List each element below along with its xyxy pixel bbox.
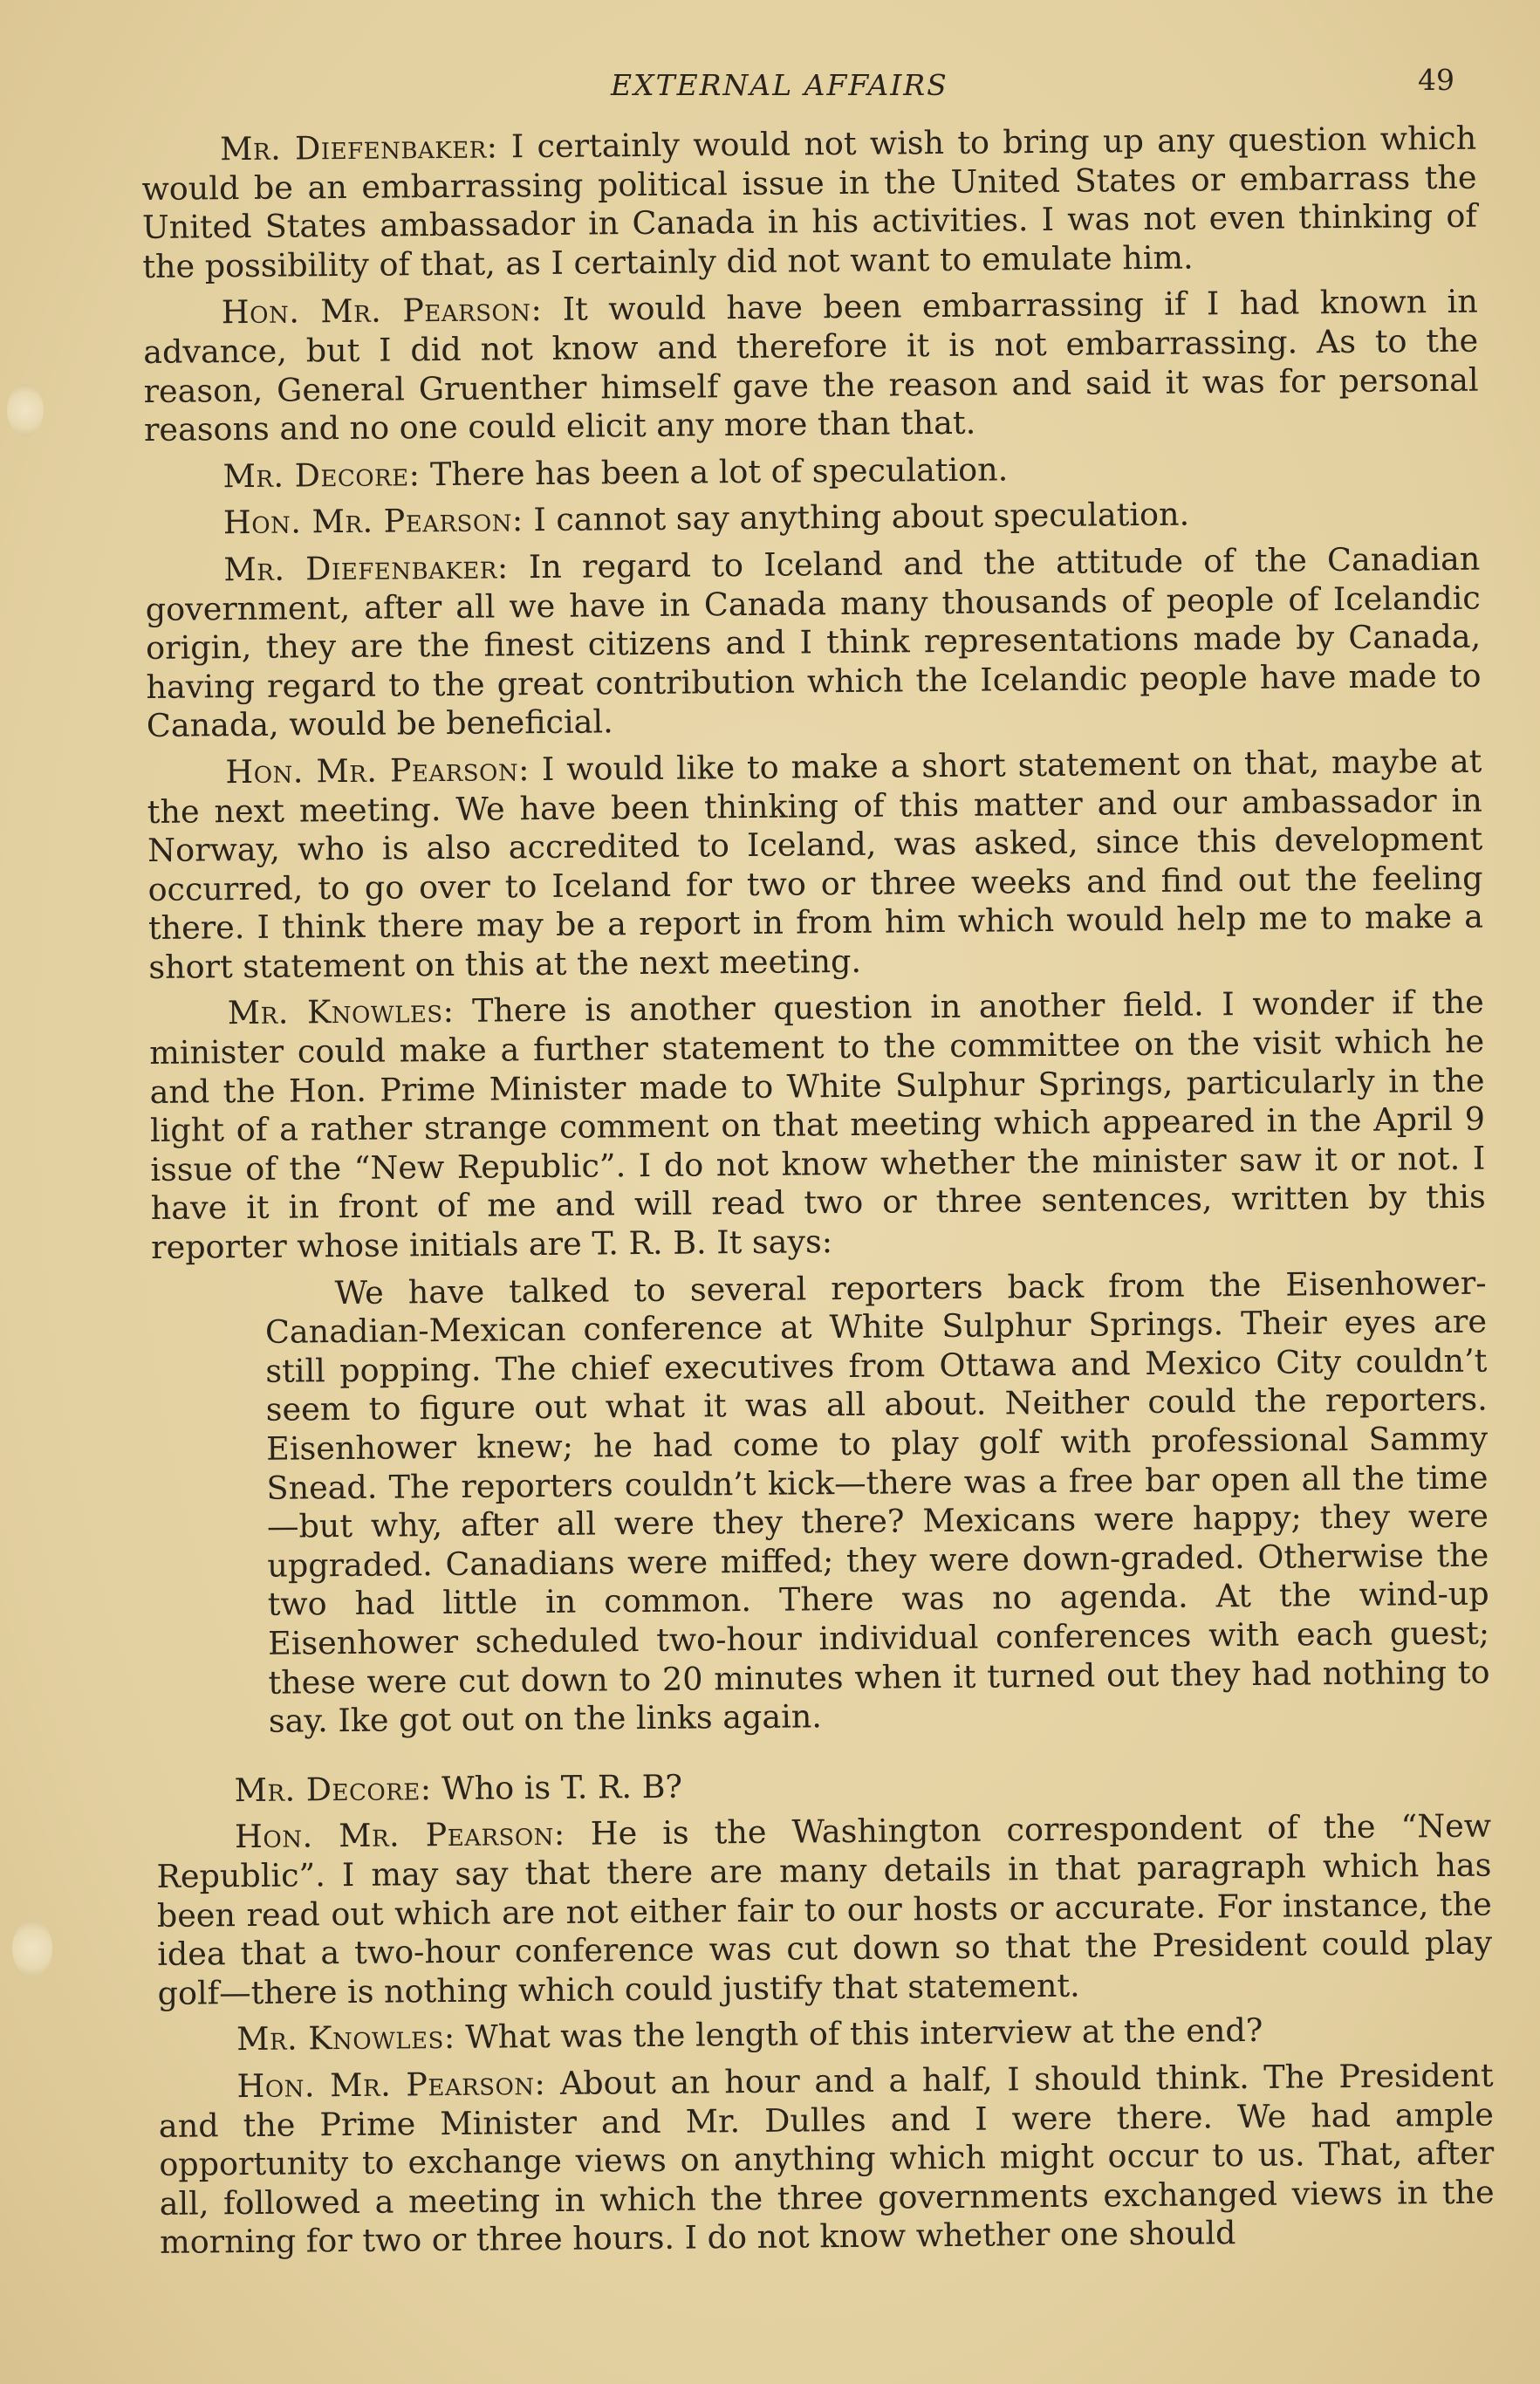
paragraph — [141, 120, 1477, 287]
paragraph-text: About an hour and a half, I should think. The President and the Prime Minister and Mr. Dulles and I were there. We had ample opportunity to exchange views on anything which might occur to us. That, after all, followed a meeting in which the three governments exchanged views in the morning for two or three hours. I do not know whether one should — [158, 2056, 1495, 2262]
paragraph-text: It would have been embarrassing if I had known in advance, but I did not know and therefore it is not embarrassing. As to the reason, General Gruenther himself gave the reason and said it was for personal reasons and no one could elicit any more than that. — [143, 283, 1479, 449]
paragraph-text: There is another question in another field. I wonder if the minister could make a further statement to the committee on the visit which he and the Hon. Prime Minister made to White Sulphur Springs, particularly in the light of a rather strange comment on that meeting which appeared in the April 9 issue of the “New Republic”. I do not know whether the minister saw it or not. I have it in front of me and will read two or three sentences, written by this reporter whose initials are T. R. B. It says: — [149, 983, 1486, 1266]
running-head-title: EXTERNAL AFFAIRS — [611, 68, 948, 102]
paragraph-text: There has been a lot of speculation. — [420, 450, 1009, 493]
paragraph-text: I would like to make a short statement on that, maybe at the next meeting. We have been thinking of this matter and our ambassador in Norway, who is also accredited to Iceland, was asked, since this development occurred, to go over to Iceland for two or three weeks and find out the feeling there. I think there may be a report in from him which would help me to make a short statement on this at the next meeting. — [147, 742, 1484, 986]
speaker-name: Mr. Diefenbaker: — [219, 127, 498, 168]
paragraph — [158, 2010, 1493, 2060]
paragraph — [158, 2056, 1495, 2262]
block-quote: We have talked to several reporters back from the Eisenhower-Canadian-Mexican conference at White Sulphur Springs. Their eyes are still popping. The chief executives from Ottawa and Mexico City couldn’t seem to figure out what it was all about. Neither could the reporters. Eisenhower knew; he had come to play golf with professional Sammy Snead. The reporters couldn’t kick—there was a free bar open all the time—but why, after all were they there? Mexicans were happy; they were upgraded. Canadians were miffed; they were down-graded. Otherwise the two had little in common. There was no agenda. At the wind-up Eisenhower scheduled two-hour individual conferences with each guest; these were cut down to 20 minutes when it turned out they had nothing to say. Ike got out on the links again. — [264, 1264, 1490, 1740]
paragraph-text: He is the Washington correspondent of the “New Republic”. I may say that there are many details in that paragraph which has been read out which are not either fair to our hosts or accurate. For instance, the idea that a two-hour conference was cut down so that the President could play golf—there is nothing which could justify that statement. — [156, 1806, 1493, 2012]
paper-hole-top — [7, 384, 44, 436]
speaker-name: Mr. Knowles: — [236, 2018, 455, 2059]
page-number: 49 — [1418, 63, 1454, 97]
speaker-name: Mr. Decore: — [222, 455, 421, 495]
running-head — [0, 61, 1540, 105]
paragraph — [155, 1760, 1490, 1811]
speaker-name: Hon. Mr. Pearson: — [234, 1815, 565, 1856]
paragraph — [143, 283, 1479, 450]
paragraph — [145, 540, 1482, 746]
speaker-name: Hon. Mr. Pearson: — [221, 291, 543, 332]
speaker-name: Mr. Knowles: — [227, 992, 455, 1032]
paragraph — [145, 493, 1480, 544]
speaker-name: Hon. Mr. Pearson: — [225, 750, 530, 791]
paragraph — [147, 743, 1483, 988]
speaker-name: Mr. Decore: — [234, 1769, 432, 1809]
transcript-body — [141, 120, 1495, 2271]
paragraph-text: Who is T. R. B? — [431, 1767, 683, 1807]
speaker-name: Hon. Mr. Pearson: — [222, 501, 524, 542]
paragraph-text: In regard to Iceland and the attitude of the Canadian government, after all we have in Canada many thousands of people of Icelandic origin, they are the finest citizens and I think representations made by Canada, having regard to the great contribution which the Icelandic people have made to Canada, would be beneficial. — [145, 539, 1482, 745]
paragraph — [144, 446, 1479, 497]
paragraph — [156, 1807, 1493, 2013]
speaker-name: Mr. Diefenbaker: — [223, 548, 509, 589]
paragraph-text: I cannot say anything about speculation. — [523, 495, 1190, 539]
speaker-name: Hon. Mr. Pearson: — [236, 2064, 546, 2106]
paragraph-text: What was the length of this interview at the end? — [455, 2011, 1263, 2057]
paper-hole-bottom — [12, 1920, 52, 1977]
paragraph — [149, 983, 1487, 1267]
paragraph-text: I certainly would not wish to bring up any question which would be an embarrassing political issue in the United States or embarrass the United States ambassador in Canada in his activities. I was not even thinking of the possibility of that, as I certainly did not want to emulate him. — [141, 119, 1478, 285]
